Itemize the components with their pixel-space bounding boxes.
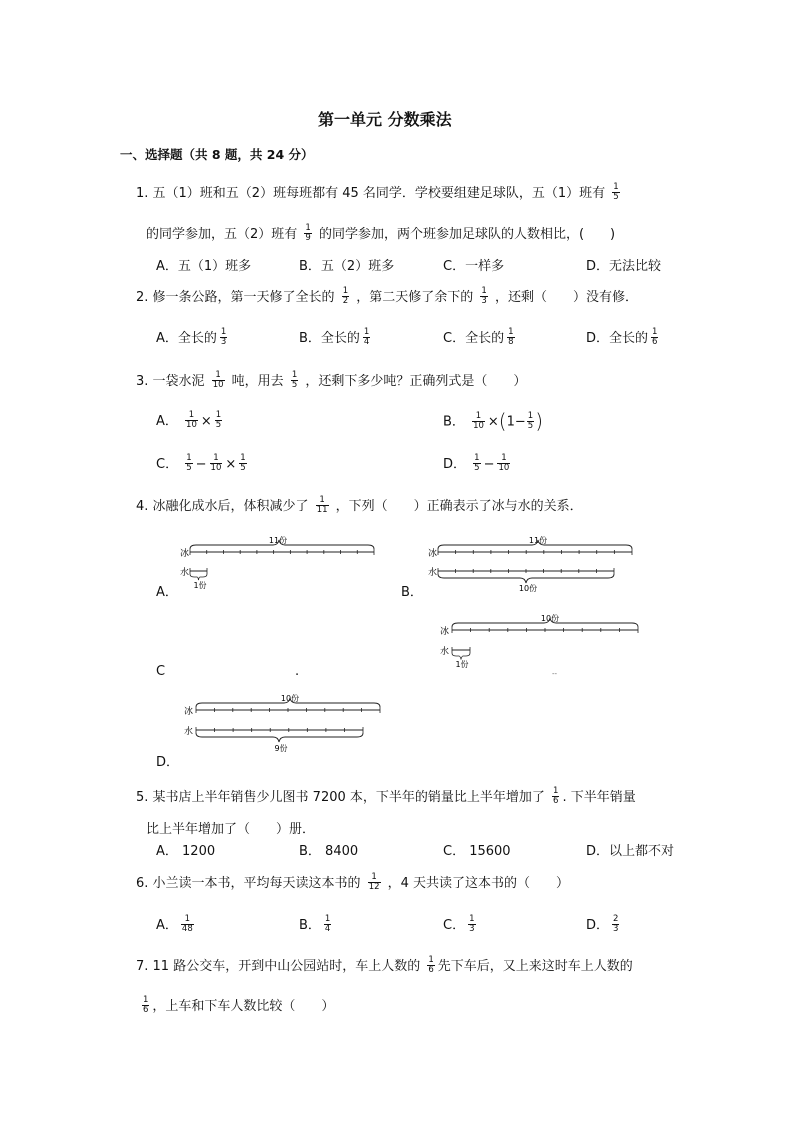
- question-6-text-b: ，4 天共读了这本书的（ ）: [387, 876, 570, 891]
- water-label: 水: [440, 647, 450, 657]
- q1-option-a[interactable]: A．五（1）班多: [156, 259, 252, 274]
- diagram-d-top-label: 10份: [280, 694, 300, 703]
- q1-option-b[interactable]: B．五（2）班多: [299, 259, 395, 274]
- q3-option-a[interactable]: A． $\frac{1}{10}$ × $\frac{1}{5}$: [156, 410, 222, 430]
- question-5-text-b: . 下半年销量: [562, 790, 636, 805]
- fraction: $\frac{1}{5}$: [527, 410, 534, 431]
- fraction: $\frac{1}{5}$: [613, 182, 619, 202]
- fraction: $\frac{1}{10}$: [473, 410, 484, 431]
- diagram-b-bottom-label: 10份: [518, 584, 538, 593]
- fraction: $\frac{1}{6}$: [428, 955, 434, 975]
- fraction: $\frac{1}{5}$: [240, 453, 246, 473]
- diagram-d: [182, 692, 387, 754]
- diagram-d-bottom-label: 9份: [274, 744, 288, 753]
- fraction: $\frac{1}{48}$: [181, 914, 193, 934]
- fraction: $\frac{1}{12}$: [368, 872, 380, 892]
- fraction: $\frac{1}{3}$: [220, 327, 227, 347]
- fraction: $\frac{1}{2}$: [342, 286, 349, 306]
- fraction: $\frac{1}{10}$: [212, 370, 224, 390]
- ice-label: 冰: [440, 627, 450, 637]
- q5-option-b[interactable]: B． 8400: [299, 844, 359, 859]
- diagram-a: [178, 534, 383, 592]
- q6-option-a[interactable]: A． $\frac{1}{48}$: [156, 914, 193, 934]
- q5-option-d[interactable]: D．以上都不对: [586, 844, 675, 859]
- water-label: 水: [428, 568, 438, 578]
- diagram-c-mark: --: [552, 670, 558, 678]
- question-3-text-a: 3. 一袋水泥: [136, 374, 205, 389]
- ice-label: 冰: [184, 707, 194, 717]
- question-2-text-a: 2. 修一条公路，第一天修了全长的: [136, 290, 335, 305]
- question-2: [136, 286, 638, 307]
- fraction: $\frac{1}{6}$: [652, 327, 658, 347]
- q2-option-d[interactable]: D．全长的 $\frac{1}{6}$: [586, 327, 658, 347]
- fraction: $\frac{1}{5}$: [186, 453, 192, 473]
- diagram-a-bottom-label: 1份: [193, 581, 207, 590]
- question-1-line-2: [146, 223, 615, 244]
- question-3-text-c: ，还剩下多少吨？正确列式是（ ）: [305, 374, 527, 389]
- fraction: $\frac{1}{11}$: [316, 495, 328, 515]
- fraction: $\frac{1}{6}$: [143, 995, 149, 1015]
- question-2-text-c: ，还剩（ ）没有修．: [494, 290, 638, 305]
- q6-option-b[interactable]: B． $\frac{1}{4}$: [299, 914, 331, 934]
- diagram-a-top-label: 11份: [268, 536, 288, 545]
- q4-option-d[interactable]: D．: [156, 755, 180, 770]
- q3-option-d[interactable]: D． $\frac{1}{5}$ − $\frac{1}{10}$: [443, 453, 510, 473]
- question-7-line-2: [142, 995, 334, 1016]
- q4-option-c[interactable]: C: [156, 664, 166, 679]
- question-1-line-1: [136, 182, 623, 203]
- q2-option-c[interactable]: C．全长的 $\frac{1}{8}$: [443, 327, 514, 347]
- fraction: $\frac{1}{6}$: [553, 786, 559, 806]
- q4-option-c-dot: .: [295, 664, 300, 679]
- ice-label: 冰: [428, 549, 438, 559]
- question-4-text-b: ，下列（ ）正确表示了冰与水的关系．: [335, 499, 583, 514]
- fraction: $\frac{1}{10}$: [186, 410, 197, 430]
- question-7-text-a: 7. 11 路公交车，开到中山公园站时，车上人数的: [136, 959, 421, 974]
- fraction: $\frac{1}{3}$: [481, 286, 487, 306]
- fraction: $\frac{1}{3}$: [469, 914, 475, 934]
- question-3-text-b: 吨，用去: [231, 374, 284, 389]
- question-5-line-2: 比上半年增加了（ ）册．: [146, 822, 316, 837]
- q5-option-a[interactable]: A． 1200: [156, 844, 216, 859]
- water-label: 水: [180, 568, 190, 578]
- fraction: $\frac{1}{9}$: [305, 223, 311, 243]
- diagram-b-top-label: 11份: [528, 536, 548, 545]
- question-7-line-1: [136, 955, 633, 976]
- fraction: $\frac{2}{3}$: [613, 914, 619, 934]
- question-5-text-a: 5. 某书店上半年销售少儿图书 7200 本，下半年的销量比上半年增加了: [136, 790, 545, 805]
- fraction: $\frac{1}{5}$: [215, 410, 222, 430]
- q3-option-c[interactable]: C． $\frac{1}{5}$ − $\frac{1}{10}$ × $\frac{1}{5}$: [156, 453, 246, 473]
- fraction: $\frac{1}{4}$: [363, 327, 370, 347]
- question-1-text-b: 的同学参加，五（2）班有: [146, 227, 298, 242]
- diagram-c-top-label: 10份: [540, 614, 560, 623]
- fraction: $\frac{1}{4}$: [324, 914, 331, 934]
- question-1-text-a: 1. 五（1）班和五（2）班每班都有 45 名同学．学校要组建足球队，五（1）班有: [136, 186, 606, 201]
- q1-option-c[interactable]: C．一样多: [443, 259, 505, 274]
- question-5-line-1: [136, 786, 636, 807]
- question-1-text-c: 的同学参加，两个班参加足球队的人数相比，( ): [318, 227, 616, 242]
- diagram-c-bottom-label: 1份: [455, 660, 469, 669]
- diagram-c: [438, 612, 648, 682]
- fraction: $\frac{1}{5}$: [474, 453, 480, 473]
- fraction: $\frac{1}{8}$: [508, 327, 514, 347]
- q1-option-d[interactable]: D．无法比较: [586, 259, 662, 274]
- diagram-b: [426, 534, 640, 594]
- q6-option-d[interactable]: D． $\frac{2}{3}$: [586, 914, 619, 934]
- question-4-text-a: 4. 冰融化成水后，体积减少了: [136, 499, 309, 514]
- q2-option-b[interactable]: B．全长的 $\frac{1}{4}$: [299, 327, 370, 347]
- question-6: [136, 872, 569, 893]
- q2-option-a[interactable]: A．全长的 $\frac{1}{3}$: [156, 327, 227, 347]
- q3-option-b[interactable]: B． $\frac{1}{10}$ ×(1− $\frac{1}{5}$ ): [443, 409, 544, 433]
- section-heading: 一、选择题（共 8 题，共 24 分）: [120, 147, 314, 162]
- q4-option-a[interactable]: A．: [156, 585, 178, 600]
- question-4: [136, 495, 583, 516]
- question-6-text-a: 6. 小兰读一本书，平均每天读这本书的: [136, 876, 361, 891]
- question-3: [136, 370, 526, 391]
- page-title: 第一单元 分数乘法: [318, 110, 452, 129]
- q6-option-c[interactable]: C． $\frac{1}{3}$: [443, 914, 475, 934]
- fraction: $\frac{1}{5}$: [291, 370, 298, 390]
- q5-option-c[interactable]: C． 15600: [443, 844, 511, 859]
- ice-label: 冰: [180, 549, 190, 559]
- water-label: 水: [184, 727, 194, 737]
- fraction: $\frac{1}{10}$: [210, 453, 222, 473]
- q4-option-b[interactable]: B．: [401, 585, 423, 600]
- question-7-text-b: 先下车后，又上来这时车上人数的: [437, 959, 633, 974]
- question-7-text-c: ，上车和下车人数比较（ ）: [152, 999, 335, 1014]
- question-2-text-b: ，第二天修了余下的: [356, 290, 474, 305]
- fraction: $\frac{1}{10}$: [498, 453, 510, 473]
